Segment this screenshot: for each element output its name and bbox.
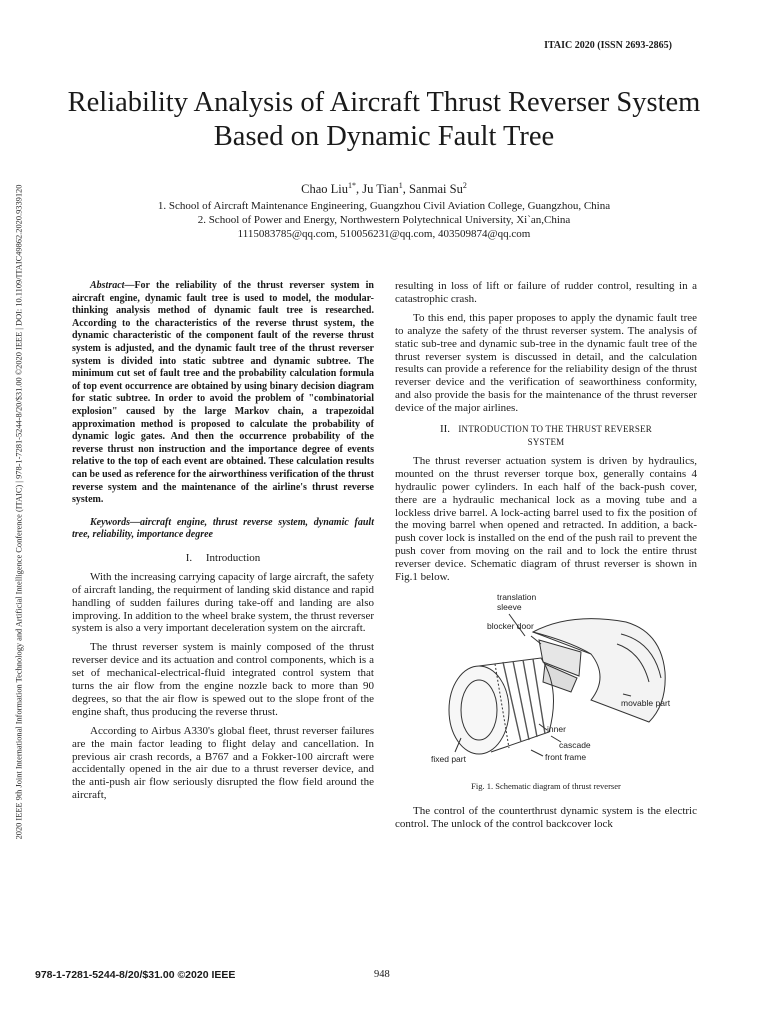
section-2-title-line-1: INTRODUCTION TO THE THRUST REVERSER bbox=[458, 424, 652, 435]
section-2-title-line-2: SYSTEM bbox=[527, 436, 565, 447]
intro-paragraph-1: With the increasing carrying capacity of large aircraft, the safety of aircraft landing, the requirment of landing skid distance and rapid handling of sudden failures during take-off and landing are also improving. In addition to the wheel brake system, the thrust reverser system is also a very important deceleration system on the aircraft. bbox=[72, 570, 374, 635]
abstract-lead: Abstract bbox=[90, 280, 125, 291]
abstract-text: —For the reliability of the thrust reverser system in aircraft engine, dynamic fault tree is used to model, the modular-thinking analysis method of dynamic fault tree is researched. According to the characteristics of the reverse thrust system, the dynamic characteristic of the component fault of the reverse thrust system is adjusted, and the dynamic fault tree of the thrust reverser system is divided into static subtree and dynamic subtree. The minimum cut set of fault tree and the probability calculation formula of top event occurrence are obtained by using binary decision diagram for static subtree. In order to avoid the problem of "combinatorial explosion" caused by the large Markov chain, a trapezoidal approximation method is proposed to calculate the probability of dynamic logic gates. And then the occurrence probability of the reverse thrust non instruction and the importance degree of events relative to the top of each event are obtained. These calculation results can be used as reference for the airworthiness verification of the thrust reverse system and the maintenance of the airline's thrust reverse system. bbox=[72, 280, 374, 506]
label-cascade: cascade bbox=[559, 739, 591, 750]
paper-title: Reliability Analysis of Aircraft Thrust Reverser System Based on Dynamic Fault Tree bbox=[67, 87, 701, 152]
affiliation-2: 2. School of Power and Energy, Northwestern Polytechnical University, Xi`an,China bbox=[197, 214, 571, 226]
section-2-paragraph: The thrust reverser actuation system is driven by hydraulics, mounted on the thrust reverser torque box, generally contains 4 hydraulic power cylinders. In each half of the back-push cover, there are a hydraulic mechanical lock as a moving tube and a lockless drive barrel. A lock-acting barrel used to fix the position of the moving barrel when opened and retracted. In addition, a back-push cover lock is installed on the end of the push rail to prevent the push cover from moving on the rail and to lock the entire thrust reverser device. Schematic diagram of thrust reverser is shown in Fig.1 below. bbox=[395, 454, 697, 584]
section-1-number: I. bbox=[185, 551, 193, 564]
label-inner: inner bbox=[547, 723, 566, 734]
closing-paragraph: The control of the counterthrust dynamic system is the electric control. The unlock of the control backcover lock bbox=[395, 804, 697, 830]
thrust-reverser-diagram bbox=[421, 592, 671, 774]
author-3-affil: 2 bbox=[462, 181, 467, 190]
section-1-heading bbox=[72, 552, 374, 565]
author-emails: 1115083785@qq.com, 510056231@qq.com, 403509874@qq.com bbox=[237, 228, 531, 240]
figure-1 bbox=[421, 592, 671, 774]
author-2-affil: 1 bbox=[398, 181, 403, 190]
intro-paragraph-3: According to Airbus A330's global fleet, thrust reverser failures are the main factor leading to flight delay and cancellation. In previous air crash records, a B767 and a Fokker-100 aircraft were accidentally opened in the air due to a thrust reverser device, and the anti-push air flow seriously disrupted the flow field around the aircraft, bbox=[72, 724, 374, 802]
fixed-part-ring bbox=[449, 666, 509, 754]
footer-isbn: 978-1-7281-5244-8/20/$31.00 ©2020 IEEE bbox=[35, 969, 236, 981]
label-translation: translation bbox=[497, 591, 537, 602]
conference-header: ITAIC 2020 (ISSN 2693-2865) bbox=[544, 40, 672, 51]
keywords: Keywords—aircraft engine, thrust reverse system, dynamic fault tree, reliability, importance degree bbox=[72, 516, 374, 541]
author-1-affil: 1* bbox=[348, 181, 357, 190]
cascade-vanes bbox=[503, 659, 545, 742]
intro-paragraph-3-continued: resulting in loss of lift or failure of rudder control, resulting in a catastrophic crash. bbox=[395, 280, 697, 305]
section-1-title: Introduction bbox=[205, 551, 261, 564]
section-2-number: II. bbox=[439, 423, 451, 436]
label-sleeve: sleeve bbox=[497, 601, 522, 612]
right-column bbox=[395, 280, 697, 837]
leader-front-frame bbox=[531, 750, 543, 756]
left-column bbox=[72, 280, 374, 808]
figure-1-caption: Fig. 1. Schematic diagram of thrust reverser bbox=[471, 780, 621, 791]
side-copyright-text: 2020 IEEE 9th Joint International Information Technology and Artificial Intelligence Conference (ITAIC) | 978-1-7281-5244-8/20/$31.00 ©2020 IEEE | DOI: 10.1109/ITAIC49862.2020.9339120 bbox=[14, 184, 24, 840]
section-2-heading bbox=[395, 423, 697, 449]
abstract bbox=[72, 280, 374, 507]
intro-paragraph-2: The thrust reverser system is mainly composed of the thrust reverser device and its actuation and control components, which is a set of mechanical-electrical-fluid integrated control system that turns the air flow from the engine nozzle back to more than 90 degrees, so that the air flow is spewed out to the slope front of the engine shaft, thus producing the reverse thrust. bbox=[72, 641, 374, 718]
label-front-frame: front frame bbox=[545, 751, 587, 762]
author-1: Chao Liu bbox=[301, 182, 349, 197]
affiliation-1: 1. School of Aircraft Maintenance Engineering, Guangzhou Civil Aviation College, Guangzhou, China bbox=[157, 200, 611, 212]
label-movable-part: movable part bbox=[621, 697, 671, 708]
author-3: , Sanmai Su bbox=[402, 182, 463, 197]
label-fixed-part: fixed part bbox=[431, 753, 466, 764]
label-blocker-door: blocker door bbox=[487, 620, 534, 631]
intro-paragraph-4: To this end, this paper proposes to apply the dynamic fault tree to analyze the safety of the thrust reverser system. The analysis of static sub-tree and dynamic sub-tree in the dynamic fault tree of the thrust reverser system is discussed in detail, and the calculation results can provide a reference for the reliability design of the thrust reverser device and the verification of seaworthiness conformity, and also provide the basis for the maintenance of the thrust reverser device of the major airlines. bbox=[395, 311, 697, 415]
author-line bbox=[60, 181, 708, 197]
page-number: 948 bbox=[374, 969, 390, 980]
author-2: , Ju Tian bbox=[356, 182, 399, 197]
side-copyright-note bbox=[12, 128, 26, 896]
